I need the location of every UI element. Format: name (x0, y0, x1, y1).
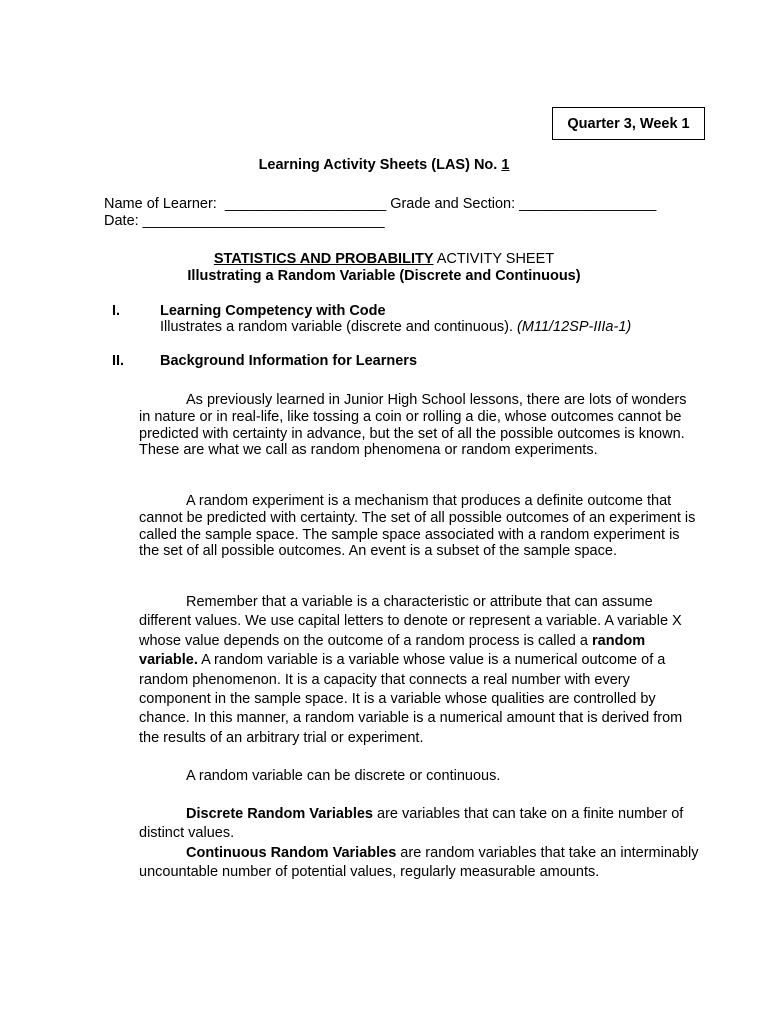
paragraph-continuous-definition (139, 844, 699, 883)
paragraph-discrete-or-continuous: A random variable can be discrete or continuous. (186, 768, 501, 784)
section-numeral-1: I. (112, 303, 121, 319)
p3-before: Remember that a variable is a characteristic or attribute that can assume different values. We use capital letters to denote or represent a variable. A variable X whose value depends on the outcome of a random process is called a (139, 594, 682, 649)
subject-name: STATISTICS AND PROBABILITY (213, 251, 434, 267)
las-title-prefix: Learning Activity Sheets (LAS) No. (258, 157, 502, 173)
competency-code: (M11/12SP-IIIa-1) (517, 319, 632, 335)
section-heading-background: Background Information for Learners (160, 353, 418, 369)
activity-subject-line (0, 251, 768, 268)
p3-after: A random variable is a variable whose value is a numerical outcome of a random phenomenon. It is a capacity that connects a real number with every component in the sample space. It is a variable whose qualities are controlled by chance. In this manner, a random variable is a numerical amount that is derived from the results of an arbitrary trial or experiment. (139, 652, 683, 746)
term-random-variable: random variable. (139, 632, 646, 669)
activity-sheet-title (0, 251, 768, 285)
section-heading-competency: Learning Competency with Code (160, 303, 386, 319)
term-discrete: Discrete Random Variables (186, 806, 373, 822)
quarter-week-box (552, 107, 705, 140)
paragraph-random-phenomena: As previously learned in Junior High School lessons, there are lots of wonders in nature or in real-life, like tossing a coin or rolling a die, whose outcomes cannot be predicted with certainty in advance, but the set of all the possible outcomes is known. These are what we call as random phenomena or random experiments. (139, 392, 687, 459)
paragraph-random-experiment: A random experiment is a mechanism that produces a definite outcome that cannot be predicted with certainty. The set of all possible outcomes of an experiment is called the sample space. The sample space associated with a random experiment is the set of all possible outcomes. An event is a subset of the sample space. (139, 493, 696, 560)
discrete-definition: are variables that can take on a finite number of distinct values. (139, 806, 684, 842)
activity-subtitle: Illustrating a Random Variable (Discrete and Continuous) (187, 268, 581, 284)
paragraph-random-variable (139, 593, 699, 748)
term-continuous: Continuous Random Variables (186, 845, 397, 861)
continuous-definition: are random variables that take an interminably uncountable number of potential values, regularly measurable amounts. (139, 845, 699, 881)
subject-suffix: ACTIVITY SHEET (433, 251, 555, 267)
date-line: Date: ______________________________ (104, 213, 385, 229)
section-numeral-2: II. (112, 353, 125, 369)
las-number: 1 (501, 157, 510, 173)
competency-description (160, 319, 631, 335)
quarter-week-label: Quarter 3, Week 1 (567, 115, 690, 132)
learner-name-grade-line: Name of Learner: ____________________ Grade and Section: _________________ (104, 196, 657, 212)
competency-text: Illustrates a random variable (discrete and continuous). (160, 319, 518, 335)
paragraph-discrete-definition (139, 805, 699, 844)
las-title (0, 157, 768, 173)
